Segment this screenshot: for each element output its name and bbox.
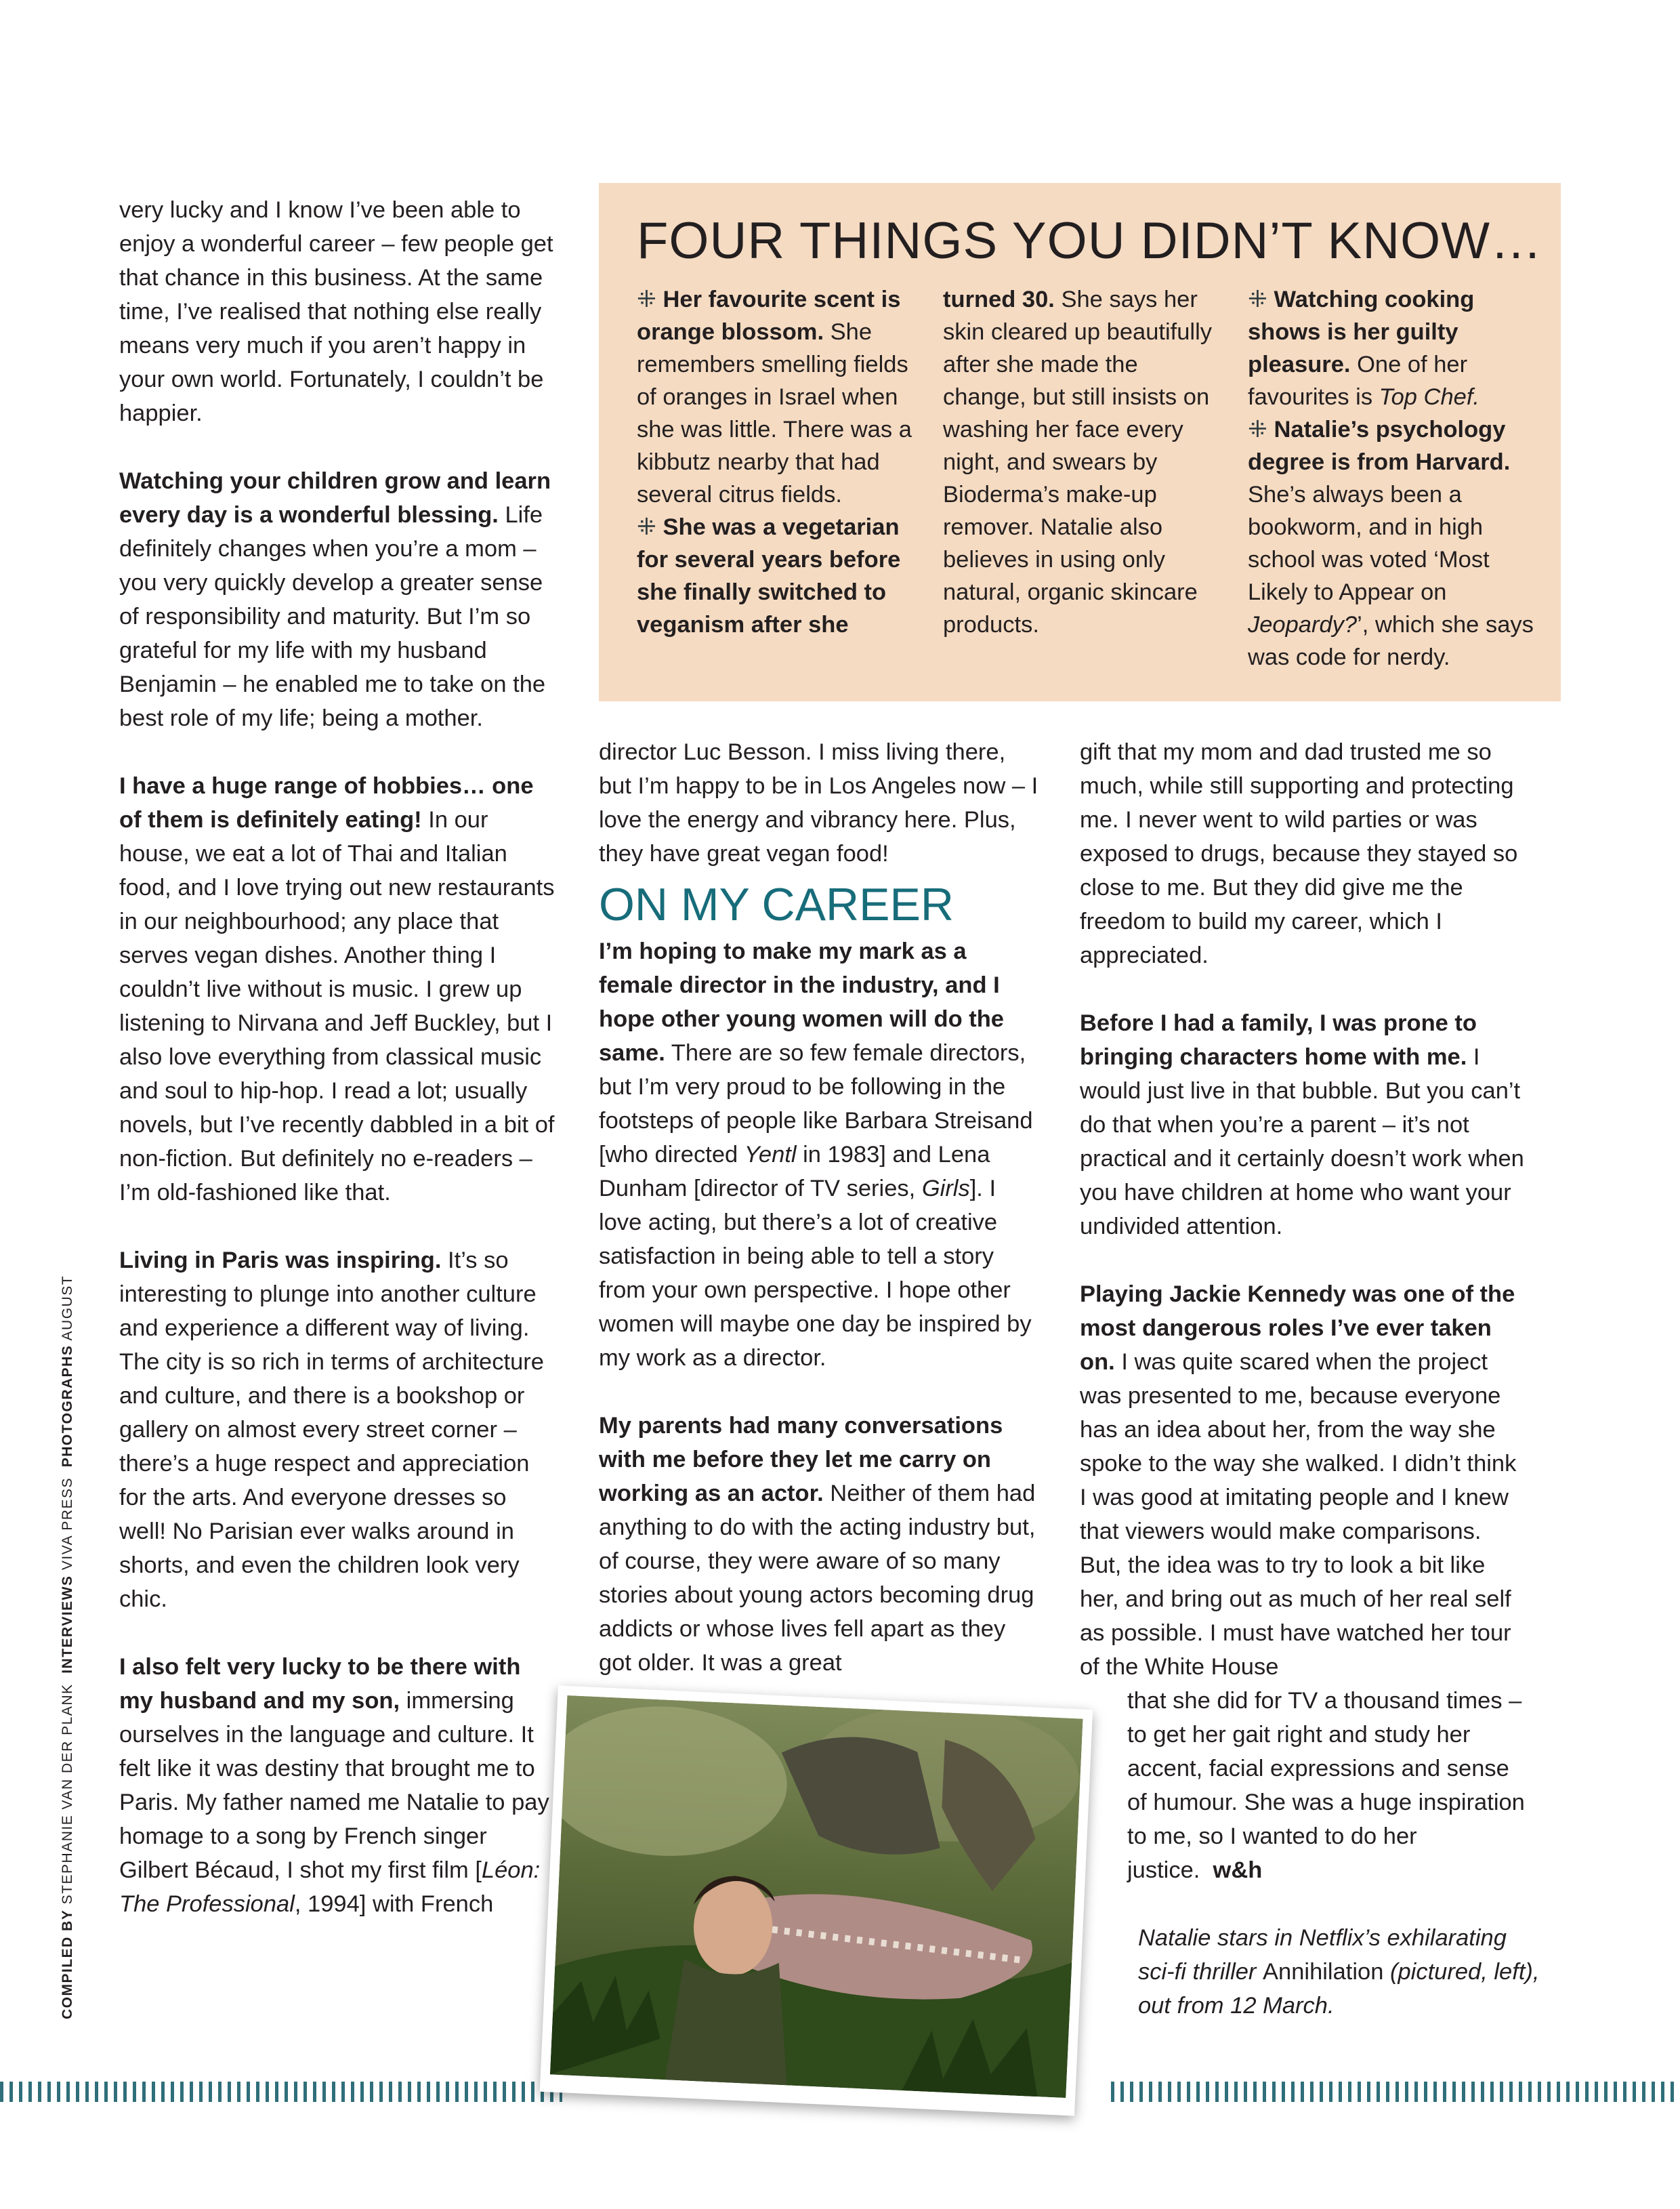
- col1-p5-end: , 1994] with French: [294, 1891, 494, 1917]
- col3-p3-wrap-text: that she did for TV a thousand times – to get her gait right and study her accent, facial expressions and sense of humour. She was a huge inspiration to me, so I wanted to do her justice.: [1127, 1688, 1525, 1883]
- decorative-stripe-left: [0, 2082, 562, 2102]
- caption-film-title: Annihilation: [1263, 1959, 1384, 1985]
- fact-2: [637, 511, 921, 641]
- credit-photos-label: PHOTOGRAPHS: [60, 1344, 75, 1468]
- col3-p2-lead: Before I had a family, I was prone to bringing characters home with me.: [1080, 1010, 1477, 1070]
- fact-1-lead: Her favourite scent is orange blossom.: [637, 287, 901, 345]
- col1-p4-lead: Living in Paris was inspiring.: [119, 1247, 442, 1273]
- fact-2-lead-cont: turned 30.: [943, 287, 1055, 312]
- photo-caption: [1138, 1921, 1545, 2023]
- col2-p1-text: director Luc Besson. I miss living there, but I’m happy to be in Los Angeles now – I love the energy and vibrancy here. Plus, they have great vegan food!: [599, 739, 1038, 867]
- four-things-sidebar: [599, 183, 1561, 701]
- col1-paragraph-1: [119, 193, 560, 430]
- col3-paragraph-3-wrap: [1080, 1684, 1527, 1887]
- col2-p2-girls: Girls: [921, 1176, 970, 1201]
- col2-p2-text-c: ]. I love acting, but there’s a lot of creative satisfaction in being able to tell a story from your own perspective. I hope other women will maybe one day be inspired by my work as a director.: [599, 1176, 1032, 1371]
- col1-p2-lead: Watching your children grow and learn every day is a wonderful blessing.: [119, 468, 551, 528]
- col1-paragraph-4: [119, 1243, 560, 1616]
- col2-p2-text-b: in 1983] and Lena Dunham [director of TV series,: [599, 1142, 990, 1201]
- fact-1: [637, 283, 921, 511]
- col3-paragraph-1: [1080, 735, 1527, 972]
- sidebar-column-1: [637, 283, 921, 641]
- col1-p2-text: Life definitely changes when you’re a mom – you very quickly develop a greater sense of responsibility and maturity. But I’m so grateful for my life with my husband Benjamin – he enabled me to take on the best role of my life; being a mother.: [119, 502, 546, 731]
- col1-p5-film-title: Léon: The Professional: [119, 1857, 541, 1917]
- fact-4: [1248, 413, 1546, 674]
- fact-2-lead: She was a vegetarian for several years before she finally switched to veganism after she: [637, 514, 901, 638]
- col1-p1-text: very lucky and I know I’ve been able to enjoy a wonderful career – few people get that chance in this business. At the same time, I’ve realised that nothing else really means very much if you aren’t happy in your own world. Fortunately, I couldn’t be happier.: [119, 197, 553, 426]
- photo-credits: [54, 1275, 81, 2019]
- film-still-image: [550, 1695, 1083, 2098]
- sidebar-column-3: [1248, 283, 1546, 674]
- credit-compiled-label: COMPILED BY: [60, 1909, 75, 2019]
- column-3: [1080, 735, 1527, 1887]
- col3-paragraph-2: [1080, 1006, 1527, 1243]
- film-still-photo: [540, 1685, 1093, 2115]
- caption-text-b: (pictured, left), out from 12 March.: [1138, 1959, 1540, 2019]
- sidebar-title: FOUR THINGS YOU DIDN’T KNOW…: [637, 212, 1542, 270]
- col2-p3-lead: My parents had many conversations with me before they let me carry on working as an actor.: [599, 1413, 1003, 1506]
- fact-3-text: One of her favourites is: [1248, 352, 1468, 410]
- col2-paragraph-3: [599, 1409, 1039, 1680]
- col3-p3-lead: Playing Jackie Kennedy was one of the most dangerous roles I’ve ever taken on.: [1080, 1281, 1515, 1375]
- fact-3: [1248, 283, 1546, 413]
- col3-p1-text: gift that my mom and dad trusted me so much, while still supporting and protecting me. I never went to wild parties or was exposed to drugs, because they stayed so close to me. But they did give me the freedom to build my career, which I appreciated.: [1080, 739, 1518, 968]
- fact-4-end: ’, which she says was code for nerdy.: [1248, 612, 1534, 670]
- fact-3-lead: Watching cooking shows is her guilty pleasure.: [1248, 287, 1475, 377]
- col3-p3-text: I was quite scared when the project was presented to me, because everyone has an idea about her, from the way she spoke to the way she walked. I didn’t think I was good at imitating people and I knew that viewers would make comparisons. But, the idea was to try to look a bit like her, and bring out as much of her real self as possible. I must have watched her tour of the White House: [1080, 1349, 1517, 1680]
- col2-p2-lead: I’m hoping to make my mark as a female director in the industry, and I hope other young women will do the same.: [599, 938, 1004, 1066]
- col2-p2-yentl: Yentl: [744, 1142, 797, 1168]
- col2-p2-text-a: There are so few female directors, but I’m very proud to be following in the footsteps of people like Barbara Streisand [who directed: [599, 1040, 1033, 1168]
- fact-2-cont: [943, 283, 1227, 641]
- col1-p5-lead: I also felt very lucky to be there with my husband and my son,: [119, 1654, 521, 1714]
- col1-paragraph-3: [119, 769, 560, 1210]
- col1-p3-lead: I have a huge range of hobbies… one of them is definitely eating!: [119, 773, 534, 833]
- col1-paragraph-5: [119, 1650, 560, 1921]
- bullet-icon: ⁜: [637, 514, 656, 540]
- fact-4-text: She’s always been a bookworm, and in high school was voted ‘Most Likely to Appear on: [1248, 482, 1490, 605]
- signoff-mark: w&h: [1213, 1857, 1263, 1883]
- col2-paragraph-2: [599, 934, 1039, 1375]
- fact-1-text: She remembers smelling fields of oranges in Israel when she was little. There was a kibbutz nearby that had several citrus fields.: [637, 319, 912, 508]
- column-2: [599, 735, 1039, 1680]
- fact-2-text: She says her skin cleared up beautifully after she made the change, but still insists on washing her face every night, and swears by Bioderma’s make-up remover. Natalie also believes in using only natural, organic skincare products.: [943, 287, 1212, 638]
- bullet-icon: ⁜: [1248, 287, 1267, 312]
- caption-text-a: Natalie stars in Netflix’s exhilarating sci-fi thriller: [1138, 1925, 1507, 1985]
- col3-paragraph-3: [1080, 1277, 1527, 1684]
- credit-compiled-name: STEPHANIE VAN DER PLANK: [60, 1683, 75, 1905]
- fact-3-show: Top Chef.: [1379, 384, 1479, 410]
- decorative-stripe-right: [1111, 2082, 1680, 2102]
- col3-p2-text: I would just live in that bubble. But you can’t do that when you’re a parent – it’s not practical and it certainly doesn’t work when you have children at home who want your undivided attention.: [1080, 1044, 1524, 1239]
- credit-interviews-name: VIVA PRESS: [60, 1477, 75, 1571]
- col1-paragraph-2: [119, 464, 560, 735]
- section-heading-career: ON MY CAREER: [599, 879, 954, 930]
- column-1: [119, 193, 560, 1921]
- credit-interviews-label: INTERVIEWS: [60, 1575, 75, 1674]
- col1-p4-text: It’s so interesting to plunge into another culture and experience a different way of living. The city is so rich in terms of architecture and culture, and there is a bookshop or gallery on almost every street corner – there’s a huge respect and appreciation for the arts. And everyone dresses so well! No Parisian ever walks around in shorts, and even the children look very chic.: [119, 1247, 544, 1612]
- bullet-icon: ⁜: [1248, 417, 1267, 442]
- col2-paragraph-1: [599, 735, 1039, 871]
- sidebar-column-2: [943, 283, 1227, 641]
- col1-p3-text: In our house, we eat a lot of Thai and Italian food, and I love trying out new restaurants in our neighbourhood; any place that serves vegan dishes. Another thing I couldn’t live without is music. I grew up listening to Nirvana and Jeff Buckley, but I also love everything from classical music and soul to hip-hop. I read a lot; usually novels, but I’ve recently dabbled in a bit of non-fiction. But definitely no e-readers – I’m old-fashioned like that.: [119, 807, 555, 1205]
- col1-p5-text: immersing ourselves in the language and culture. It felt like it was destiny that brought me to Paris. My father named me Natalie to pay homage to a song by French singer Gilbert Bécaud, I shot my first film [: [119, 1688, 549, 1883]
- fact-4-lead: Natalie’s psychology degree is from Harvard.: [1248, 417, 1511, 475]
- credit-photos-name: AUGUST: [60, 1275, 75, 1341]
- fact-4-show: Jeopardy?: [1248, 612, 1358, 638]
- col2-p3-text: Neither of them had anything to do with the acting industry but, of course, they were aware of so many stories about young actors becoming drug addicts or whose lives fell apart as they got older. It was a great: [599, 1481, 1036, 1676]
- bullet-icon: ⁜: [637, 287, 656, 312]
